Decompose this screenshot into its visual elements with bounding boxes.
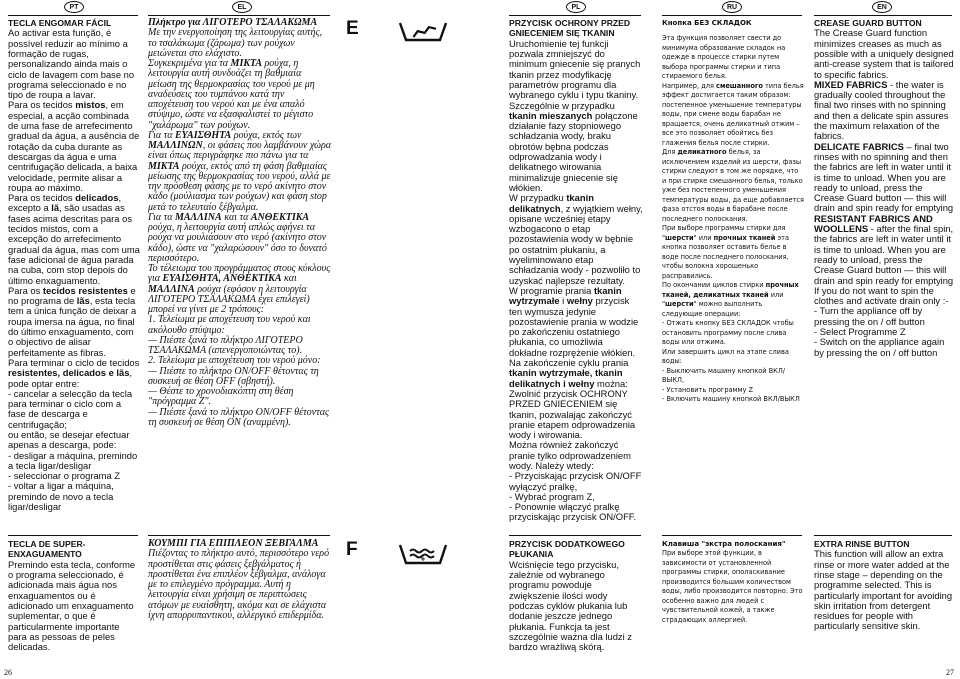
paragraph: Или завершить цикл на этапе слива воды: xyxy=(662,347,789,365)
rule-pl xyxy=(509,15,641,16)
extra-rinse-icon xyxy=(398,541,448,567)
rule-el xyxy=(148,15,330,16)
el-extra-section xyxy=(148,539,332,659)
pl-extra-body: Wciśnięcie tego przycisku, zależnie od wybranego programu powoduje zwiększenie ilości wody podczas cyklów płukania lub dodanie jeszcze jednego płukania. Funkcja ta jest szczególnie ważna dla ludzi z bardzo wrażliwą skórą. xyxy=(509,558,632,653)
paragraph: Συγκεκριμένα για τα ΜΙΚΤΑ ρούχα, η λειτουργία αυτή συνδυάζει τη βαθμιαία μείωση της θερμοκρασίας του νερού με μη αναδεύσεις του τυμπάνου κατά την αποχέτευση του νερού και με ένα απαλό στύψιμο, ώστε να εξασφαλιστεί το μέγιστο "χαλάρωμα" των ρούχων. xyxy=(148,58,315,131)
ru-crease-section xyxy=(662,18,804,532)
paragraph: — Πιέστε ξανά το πλήκτρο ΛΙΓΟΤΕΡΟ ΤΣΑΛΑΚΩΜΑ (απενεργοποιώντας το). xyxy=(148,334,303,356)
paragraph: The Crease Guard function minimizes creases as much as possible with a uniquely designed anti-crease system that is tailored to specific fabrics. xyxy=(814,27,954,80)
section-letter-f: F xyxy=(346,539,358,560)
paragraph: Ao activar esta função, é possível reduzir ao mínimo a formação de rugas, personalizando ainda mais o ciclo de lavagem com base no programa seleccionado e no tipo de roupa a lavar. xyxy=(8,27,135,101)
paragraph: 2. Τελείωμα με αποχέτευση του νερού μόνο: xyxy=(148,355,321,367)
paragraph: По окончании циклов стирки прочных тканей, деликатных тканей или "шерсти" можно выполнить следующие операции: xyxy=(662,281,799,318)
page-number-left: 26 xyxy=(4,668,12,677)
paragraph: Эта функция позволяет свести до минимума образование складок на одежде в процессе стирки путем выбора программы стирки и типа стираемого белья. xyxy=(662,34,786,80)
pt-extra-heading: TECLA DE SUPER-ENXAGUAMENTO xyxy=(8,539,86,560)
paragraph: - desligar a máquina, premindo a tecla ligar/desligar xyxy=(8,449,138,471)
en-extra-heading: EXTRA RINSE BUTTON xyxy=(814,539,910,549)
paragraph: - Ponownie włączyć pralkę przyciskając przycisk ON/OFF. xyxy=(509,501,637,523)
paragraph: Na zakończenie cyklu prania tkanin wytrzymałe, tkanin delikatnych i wełny można: Zwolnić przycisk OCHRONY PRZED GNIECENIEM się tkanin, pozwalając zakończyć pranie etapem odprowadzenia wody i wirowania. xyxy=(509,357,636,441)
paragraph: DELICATE FABRICS – final two rinses with no spinning and then the fabrics are left in water until it is time to unload. When you are ready to unload, press the Crease Guard button — this will drain and spin ready for emptying xyxy=(814,140,954,214)
paragraph: Uruchomienie tej funkcji pozwala zmniejszyć do minimum gniecenie się pranych tkanin przez modyfikację parametrów programu dla wybranego cyklu i typu tkaniny. xyxy=(509,37,641,101)
ru-extra-heading: Клавиша "экстра полоскания" xyxy=(662,540,786,548)
pl-extra-section xyxy=(509,539,643,659)
language-badge-pl: PL xyxy=(566,1,586,13)
paragraph: - cancelar a selecção da tecla para terminar o ciclo com a fase de descarga e centrifugação; xyxy=(8,387,133,430)
el-extra-heading: ΚΟΥΜΠΙ ΓΙΑ ΕΠΙΠΛΕΟΝ ΞΕΒΓΑΛΜΑ xyxy=(148,539,319,549)
en-crease-heading: CREASE GUARD BUTTON xyxy=(814,18,922,28)
en-crease-body xyxy=(814,28,954,358)
ru-extra-body: При выборе этой функции, в зависимости от установленной программы стирки, ополаскивание производится большим количеством воды, либо производится повторно. Это особенно важно для людей с чувствительной кожей, а также страдающих аллергией. xyxy=(662,549,803,624)
pl-crease-section xyxy=(509,18,643,532)
paragraph: - Przyciskając przycisk ON/OFF wyłączyć pralkę, xyxy=(509,470,642,492)
ru-extra-section xyxy=(662,539,804,659)
paragraph: - Wybrać program Z, xyxy=(509,490,595,502)
language-badge-en: EN xyxy=(872,1,892,13)
language-badge-el: EL xyxy=(232,1,252,13)
paragraph: - Отжать кнопку БЕЗ СКЛАДОК чтобы остановить программу после слива воды или отжима. xyxy=(662,319,794,346)
pl-crease-body xyxy=(509,39,643,523)
language-badge-ru: RU xyxy=(722,1,742,13)
en-extra-body: This function will allow an extra rinse or more water added at the rinse stage – depending on the programme selected. This is particularly important for avoiding skin irritation from detergent residues for people with particularly sensitive skin. xyxy=(814,548,953,632)
ru-crease-body xyxy=(662,34,804,405)
paragraph: - Select Programme Z xyxy=(814,326,906,338)
crease-guard-icon xyxy=(398,20,448,44)
pt-crease-body xyxy=(8,28,140,512)
page-number-right: 27 xyxy=(946,668,954,677)
pt-extra-body: Premindo esta tecla, conforme o programa seleccionado, é adicionada mais água nos enxaguamentos ou é adicionado um enxaguamento suplementar, o que é particularmente importante para as pessoas de peles delicadas. xyxy=(8,558,136,653)
pt-crease-section xyxy=(8,18,140,532)
paragraph: W przypadku tkanin delikatnych, z wyjątkiem wełny, opisane wcześniej etapy wzbogacono o etap pozostawienia wody w bębnie po ostatnim płukaniu, a wyeliminowano etap schładzania wody - pozwoliło to uzyskać najlepsze rezultaty. xyxy=(509,192,643,286)
en-extra-section xyxy=(814,539,954,659)
paragraph: - Turn the appliance off by pressing the on / off button xyxy=(814,305,925,327)
paragraph: Można również zakończyć pranie tylko odprowadzeniem wody. Należy wtedy: xyxy=(509,439,631,471)
el-crease-heading: Πλήκτρο για ΛΙΓΟΤΕΡΟ ΤΣΑΛΑΚΩΜΑ xyxy=(148,18,318,28)
pt-crease-heading: TECLA ENGOMAR FÁCIL xyxy=(8,18,112,28)
section-letter-e: E xyxy=(346,18,359,39)
pt-extra-section xyxy=(8,539,140,659)
ru-crease-heading: Кнопка БЕЗ СКЛАДОК xyxy=(662,19,752,27)
paragraph: - Выключить машину кнопкой ВКЛ/ВЫКЛ, xyxy=(662,366,786,384)
paragraph: Для деликатного белья, за исключением изделий из шерсти, фазы стирки следуют в том же порядке, что и при стирке смешанного белья, только уже без постепенного уменьшения температуры воды, да еще добавляется фаза отстоя воды в барабане после последнего полоскания. xyxy=(662,148,804,223)
paragraph: MIXED FABRICS - the water is gradually cooled throughout the final two rinses with no spinning and then a delicate spin assures the maximum relaxation of the fabrics. xyxy=(814,78,949,142)
en-crease-section xyxy=(814,18,954,532)
svg-text:+: + xyxy=(420,554,426,564)
rule-el-mid xyxy=(148,535,330,536)
el-extra-body: Πιέζοντας το πλήκτρο αυτό, περισσότερο νερό προστίθεται στις φάσεις ξεβγάλματος ή προστίθεται ένα επιπλέον ξέβγαλμα, ανάλογα με το επιλεγμένο πρόγραμμα. Αυτή η λειτουργία είναι χρήσιμη σε περιπτώσεις ατόμων με ευαίσθητη, ακόμα και σε ελάχιστα ίχνη απορρυπαντικού, αλλεργικό επιδερμίδα. xyxy=(148,548,330,621)
paragraph: - seleccionar o programa Z xyxy=(8,470,121,482)
el-crease-section xyxy=(148,18,332,532)
paragraph: - Установить программу Z xyxy=(662,385,754,394)
paragraph: Το τέλειωμα του προγράμματος στους κύκλους για ΕΥΑΙΣΘΗΤΑ, ΑΝΘΕΚΤΙΚΑ και ΜΑΛΛΙΝΑ ρούχα (εφόσον η λειτουργία ΛΙΓΟΤΕΡΟ ΤΣΑΛΑΚΩΜΑ έχει επιλεγεί) μπορεί να γίνει με 2 τρόπους: xyxy=(148,263,331,315)
paragraph: - voltar a ligar a máquina, premindo de novo a tecla ligar/desligar xyxy=(8,480,114,513)
paragraph: 1. Τελείωμα με αποχέτευση του νερού και ακόλουθο στύψιμο: xyxy=(148,314,311,336)
pl-crease-heading: PRZYCISK OCHRONY PRZED GNIECENIEM SIĘ TKANIN xyxy=(509,18,631,39)
paragraph: — Πιέστε το πλήκτρο ON/OFF θέτοντας τη συσκευή σε θέση OFF (σβηστή). xyxy=(148,365,319,387)
paragraph: Για τα ΜΑΛΛΙΝΑ και τα ΑΝΘΕΚΤΙΚΑ ρούχα, η λειτουργία αυτή απλώς αφήνει τα ρούχα να μουλιάσουν στο νερό (ακίνητο στον κάδο), ώστε να "χαλαρώσουν" όσο το δυνατό περισσότερο. xyxy=(148,211,327,264)
rule-en-mid xyxy=(814,535,952,536)
language-badge-pt: PT xyxy=(64,1,84,13)
paragraph: Para os tecidos resistentes e no programa de lãs, esta tecla tem a única função de deixar a roupa imersa na água, no final do último enxaguamento, com o objectivo de alisar perfeitamente as fibras. xyxy=(8,284,137,358)
rule-en xyxy=(814,15,952,16)
rule-ru-mid xyxy=(662,535,802,536)
paragraph: Για τα ΕΥΑΙΣΘΗΤΑ ρούχα, εκτός των ΜΑΛΛΙΝΩΝ, οι φάσεις που λαμβάνουν χώρα είναι όπως περιγράφηκε πιο πάνω για τα ΜΙΚΤΑ ρούχα, εκτός από τη φάση βαθμιαίας μείωσης της θερμοκρασίας του νερού, αλλά με την πρόσθεση φάσης με το νερό ακίνητο στον κάδο (μούλιασμα των ρούχων) και φάση stop μετά το τελευταίο ξέβγαλμα. xyxy=(148,129,332,213)
rule-ru xyxy=(662,15,802,16)
paragraph: Para os tecidos delicados, excepto a lã, são usadas as fases acima descritas para os tecidos mistos, com a excepção do arrefecimento gradual da água, mas com uma fase adicional de água parada na cuba, com stop depois do último enxaguamento. xyxy=(8,192,140,286)
paragraph: — Πιέστε ξανά το πλήκτρο ON/OFF θέτοντας τη συσκευή σε θέση ON (αναμμένη). xyxy=(148,406,330,428)
paragraph: — Θέστε το χρονοδιακόπτη στη θέση "πρόγραμμα Z". xyxy=(148,386,294,408)
el-crease-body xyxy=(148,28,332,428)
paragraph: Para terminar o ciclo de tecidos resistentes, delicados e lãs, pode optar entre: xyxy=(8,356,140,389)
rule-pl-mid xyxy=(509,535,641,536)
paragraph: Para os tecidos mistos, em especial, a acção combinada de uma fase de arrefecimento gradual da água, a ausência de rotação da cuba durante as descargas da água e uma centrifugação delicada, a baixa velocidade, permite alisar a roupa ao máximo. xyxy=(8,99,140,193)
paragraph: Например, для смешанного типа белья эффект достигается таким образом: постепенное уменьшение температуры воды, при смене воды барабан не вращается, очень деликатный отжим – все это позволяет обойтись без глажения белья после стирки. xyxy=(662,81,804,147)
pl-extra-heading: PRZYCISK DODATKOWEGO PŁUKANIA xyxy=(509,539,625,560)
rule-pt-mid xyxy=(8,535,138,536)
paragraph: При выборе программы стирки для "шерсти" или прочных тканей эта кнопка позволяет оставить белье в воде после последнего полоскания, чтобы волокна хорошенько расправились. xyxy=(662,224,790,280)
paragraph: - Switch on the appliance again by pressing the on / off button xyxy=(814,336,945,358)
paragraph: - Включить машину кнопкой ВКЛ/ВЫКЛ xyxy=(662,395,800,403)
paragraph: ou então, se desejar efectuar apenas a descarga, pode: xyxy=(8,428,130,451)
rule-pt xyxy=(8,15,138,16)
paragraph: W programie prania tkanin wytrzymałe i wełny przycisk ten wymusza jedynie pozostawienie prania w wodzie po zakończeniu ostatniego płukania, co umożliwia dokładne rozprężenie włókien. xyxy=(509,284,639,358)
paragraph: Szczególnie w przypadku tkanin mieszanych połączone działanie fazy stopniowego schładzania wody, braku obrotów bębna podczas odprowadzania wody i delikatnego wirowania minimalizuje gniecenie się włókien. xyxy=(509,99,638,193)
paragraph: RESISTANT FABRICS AND WOOLLENS - after the final spin, the fabrics are left in water until it is time to unload. When you are ready to unload, press the Crease Guard button — this will drain and spin ready for emptying xyxy=(814,212,954,286)
paragraph: If you do not want to spin the clothes and activate drain only :- xyxy=(814,284,949,307)
paragraph: Με την ενεργοποίηση της λειτουργίας αυτής, το τσαλάκωμα (ζάρωμα) των ρούχων μειώνεται στο ελάχιστο. xyxy=(148,27,323,59)
